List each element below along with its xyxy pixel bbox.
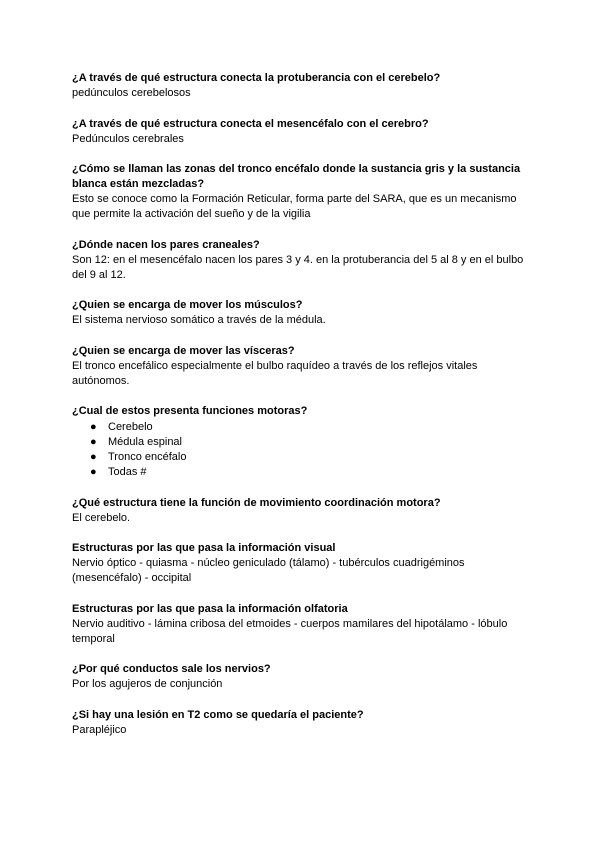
qa-block — [72, 162, 532, 222]
qa-block — [72, 71, 532, 101]
answer: El sistema nervioso somático a través de la médula. — [72, 314, 326, 326]
question: ¿Qué estructura tiene la función de movimiento coordinación motora? — [72, 496, 441, 509]
qa-block — [72, 298, 532, 328]
qa-block — [72, 602, 532, 647]
answer: Son 12: en el mesencéfalo nacen los pares 3 y 4. en la protuberancia del 5 al 8 y en el bulbo del 9 al 12. — [72, 253, 524, 281]
question: ¿Quien se encarga de mover los músculos? — [72, 299, 303, 311]
option-label: Tronco encéfalo — [108, 451, 187, 463]
list-item — [72, 420, 532, 435]
question: Estructuras por las que pasa la información olfatoria — [72, 602, 348, 615]
qa-block — [72, 662, 532, 692]
answer: Pedúnculos cerebrales — [72, 132, 184, 145]
question: ¿Quien se encarga de mover las vísceras? — [72, 344, 295, 357]
bullet-icon: ● — [90, 421, 97, 433]
option-label: Cerebelo — [108, 421, 153, 433]
question: ¿Si hay una lesión en T2 como se quedaría el paciente? — [72, 708, 364, 721]
bullet-icon: ● — [90, 466, 97, 478]
question: ¿Cómo se llaman las zonas del tronco encéfalo donde la sustancia gris y la sustancia blanca están mezcladas? — [72, 163, 521, 190]
answer: pedúnculos cerebelosos — [72, 87, 191, 99]
question: ¿A través de qué estructura conecta la protuberancia con el cerebelo? — [72, 72, 441, 84]
list-item — [72, 465, 532, 480]
question: Estructuras por las que pasa la información visual — [72, 542, 336, 554]
qa-block — [72, 117, 532, 147]
list-item — [72, 435, 532, 450]
qa-block-motor-options — [72, 404, 532, 480]
bullet-icon: ● — [90, 451, 97, 463]
answer: El tronco encefálico especialmente el bulbo raquídeo a través de los reflejos vitales autónomos. — [72, 359, 478, 387]
question: ¿Cual de estos presenta funciones motoras? — [72, 405, 308, 417]
option-label: Todas # — [108, 466, 147, 478]
qa-block — [72, 496, 532, 526]
question: ¿Dónde nacen los pares craneales? — [72, 238, 260, 251]
qa-block — [72, 238, 532, 283]
qa-block — [72, 541, 532, 586]
answer: Por los agujeros de conjunción — [72, 678, 223, 690]
question: ¿A través de qué estructura conecta el mesencéfalo con el cerebro? — [72, 117, 429, 130]
answer: Esto se conoce como la Formación Reticular, forma parte del SARA, que es un mecanismo que permite la activación del sueño y de la vigilia — [72, 193, 517, 220]
option-label: Médula espinal — [108, 436, 182, 448]
list-item — [72, 450, 532, 465]
answer: Nervio auditivo - lámina cribosa del etmoides - cuerpos mamilares del hipotálamo - lóbulo temporal — [72, 617, 508, 645]
qa-block — [72, 708, 532, 738]
document-content — [72, 71, 532, 753]
qa-block — [72, 344, 532, 389]
question: ¿Por qué conductos sale los nervios? — [72, 663, 271, 675]
bullet-icon: ● — [90, 436, 97, 448]
answer: Parapléjico — [72, 723, 127, 736]
answer: Nervio óptico - quiasma - núcleo geniculado (tálamo) - tubérculos cuadrigéminos (mesencéfalo) - occipital — [72, 557, 465, 584]
answer: El cerebelo. — [72, 511, 131, 524]
options-list — [72, 420, 532, 480]
